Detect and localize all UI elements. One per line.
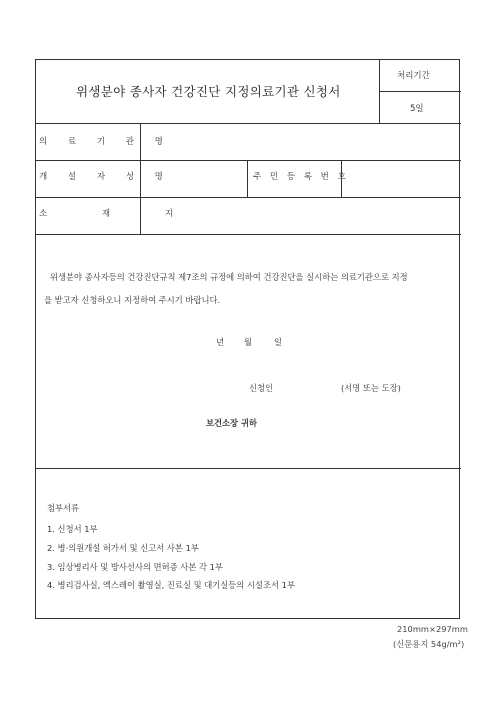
attachment-item: 4. 병리검사실, 엑스레이 촬영실, 진료실 및 대기실등의 시설조서 1부 (47, 580, 295, 590)
attachment-item: 2. 병·의원개설 허가서 및 신고서 사본 1부 (47, 543, 199, 553)
resident-number-label: 주 민 등 록 번 호 (253, 172, 349, 182)
processing-period-value: 5일 (410, 104, 424, 114)
application-text-line-1: 위생분야 종사자등의 건강진단규칙 제7조의 규정에 의하여 건강진단을 실시하는 의료기관으로 지정 (50, 272, 408, 282)
founder-name-label: 개 설 자 성 명 (39, 172, 172, 182)
date-year: 년 (216, 337, 225, 347)
row-divider (36, 468, 461, 469)
attachment-item: 3. 임상병리사 및 방사선사의 면허증 사본 각 1부 (47, 562, 223, 572)
row-divider (36, 160, 461, 161)
attachments-heading: 첨부서류 (47, 503, 80, 513)
signature-note: (서명 또는 도장) (341, 383, 401, 393)
applicant-label: 신청인 (249, 383, 274, 393)
resident-label-left (247, 160, 248, 197)
address-label: 소 재 지 (39, 209, 200, 219)
row-divider (36, 123, 461, 124)
date-day: 일 (274, 337, 283, 347)
paper-size: 210mm×297mm (397, 624, 468, 634)
application-text-line-2: 을 받고자 신청하오니 지정하여 주시기 바랍니다. (44, 295, 221, 305)
row-divider (36, 197, 461, 198)
row-divider (36, 234, 461, 235)
paper-type: (신문용지 54g/m²) (393, 639, 465, 649)
recipient: 보건소장 귀하 (206, 418, 257, 428)
processing-divider (379, 91, 461, 92)
form-title: 위생분야 종사자 건강진단 지정의료기관 신청서 (76, 84, 341, 99)
date-month: 월 (244, 337, 253, 347)
institution-name-label: 의 료 기 관 명 (39, 137, 172, 147)
resident-label-right (341, 160, 342, 197)
application-form (35, 59, 460, 619)
processing-period-label: 처리기간 (397, 71, 430, 81)
attachment-item: 1. 신청서 1부 (47, 524, 98, 534)
